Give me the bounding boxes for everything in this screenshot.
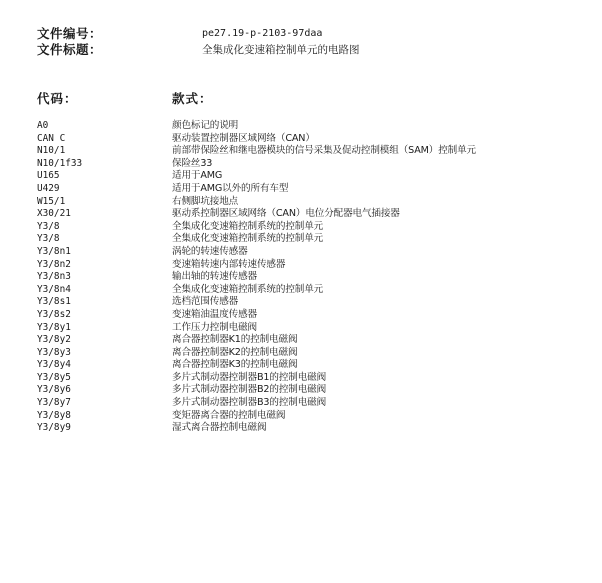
doc-title-label: 文件标题： <box>37 42 103 57</box>
component-description: 变矩器离合器的控制电磁阀 <box>172 409 286 421</box>
component-description: 适用于AMG以外的所有车型 <box>172 182 289 194</box>
list-item <box>37 233 597 246</box>
list-item <box>37 296 597 309</box>
list-item <box>37 384 597 397</box>
component-code: Y3/8y6 <box>37 384 71 396</box>
description-column-header: 款式： <box>172 91 213 106</box>
component-code: Y3/8y3 <box>37 346 71 358</box>
component-code: W15/1 <box>37 195 66 207</box>
component-code: U165 <box>37 170 60 182</box>
doc-title-row <box>37 42 597 58</box>
component-description: 涡轮的转速传感器 <box>172 245 248 257</box>
component-description: 离合器控制器K2的控制电磁阀 <box>172 346 298 358</box>
component-code: Y3/8y1 <box>37 321 71 333</box>
component-code: CAN C <box>37 132 66 144</box>
component-description: 驱动装置控制器区域网络（CAN） <box>172 132 315 144</box>
list-item <box>37 372 597 385</box>
component-description: 保险丝33 <box>172 157 213 169</box>
component-description: 前部带保险丝和继电器模块的信号采集及促动控制模组（SAM）控制单元 <box>172 145 476 157</box>
list-item <box>37 196 597 209</box>
component-description: 离合器控制器K1的控制电磁阀 <box>172 334 298 346</box>
component-code: Y3/8n1 <box>37 245 71 257</box>
list-item <box>37 284 597 297</box>
list-item <box>37 183 597 196</box>
list-item <box>37 170 597 183</box>
legend-list <box>37 120 597 435</box>
list-item <box>37 322 597 335</box>
component-description: 多片式制动器控制器B1的控制电磁阀 <box>172 371 327 383</box>
list-item <box>37 347 597 360</box>
component-description: 适用于AMG <box>172 170 223 182</box>
component-code: Y3/8n2 <box>37 258 71 270</box>
list-item <box>37 397 597 410</box>
component-description: 选档范围传感器 <box>172 296 239 308</box>
component-description: 全集成化变速箱控制系统的控制单元 <box>172 283 324 295</box>
component-description: 多片式制动器控制器B3的控制电磁阀 <box>172 397 327 409</box>
doc-number-label: 文件编号： <box>37 26 103 41</box>
doc-number-value: pe27.19-p-2103-97daa <box>202 28 323 39</box>
component-description: 变速箱转速内部转速传感器 <box>172 258 286 270</box>
list-item <box>37 246 597 259</box>
component-description: 多片式制动器控制器B2的控制电磁阀 <box>172 384 327 396</box>
list-item <box>37 271 597 284</box>
list-item <box>37 309 597 322</box>
list-item <box>37 422 597 435</box>
component-description: 工作压力控制电磁阀 <box>172 321 257 333</box>
component-code: U429 <box>37 182 60 194</box>
component-description: 湿式离合器控制电磁阀 <box>172 422 267 434</box>
list-item <box>37 120 597 133</box>
component-code: N10/1f33 <box>37 157 83 169</box>
component-code: N10/1 <box>37 145 66 157</box>
component-description: 右侧脚坑接地点 <box>172 195 239 207</box>
component-code: A0 <box>37 120 49 131</box>
component-description: 全集成化变速箱控制系统的控制单元 <box>172 220 324 232</box>
component-description: 驱动系控制器区域网络（CAN）电位分配器电气插接器 <box>172 208 400 220</box>
list-item <box>37 208 597 221</box>
component-code: Y3/8 <box>37 233 60 245</box>
component-description: 颜色标记的说明 <box>172 120 239 131</box>
component-code: X30/21 <box>37 208 71 220</box>
code-column-header: 代码： <box>37 91 78 106</box>
list-item <box>37 410 597 423</box>
component-code: Y3/8y7 <box>37 397 71 409</box>
component-code: Y3/8y4 <box>37 359 71 371</box>
doc-title-value: 全集成化变速箱控制单元的电路图 <box>202 44 360 56</box>
component-code: Y3/8 <box>37 220 60 232</box>
list-item <box>37 133 597 146</box>
component-code: Y3/8y2 <box>37 334 71 346</box>
list-item <box>37 221 597 234</box>
list-item <box>37 334 597 347</box>
component-code: Y3/8s1 <box>37 296 71 308</box>
doc-number-row <box>37 26 597 42</box>
list-item <box>37 359 597 372</box>
component-code: Y3/8y8 <box>37 409 71 421</box>
component-code: Y3/8n3 <box>37 271 71 283</box>
component-code: Y3/8y5 <box>37 371 71 383</box>
component-description: 变速箱油温度传感器 <box>172 308 257 320</box>
component-code: Y3/8s2 <box>37 308 71 320</box>
component-code: Y3/8y9 <box>37 422 71 434</box>
list-item <box>37 259 597 272</box>
component-description: 输出轴的转速传感器 <box>172 271 257 283</box>
component-description: 全集成化变速箱控制系统的控制单元 <box>172 233 324 245</box>
component-code: Y3/8n4 <box>37 283 71 295</box>
list-item <box>37 145 597 158</box>
list-item <box>37 158 597 171</box>
component-description: 离合器控制器K3的控制电磁阀 <box>172 359 298 371</box>
